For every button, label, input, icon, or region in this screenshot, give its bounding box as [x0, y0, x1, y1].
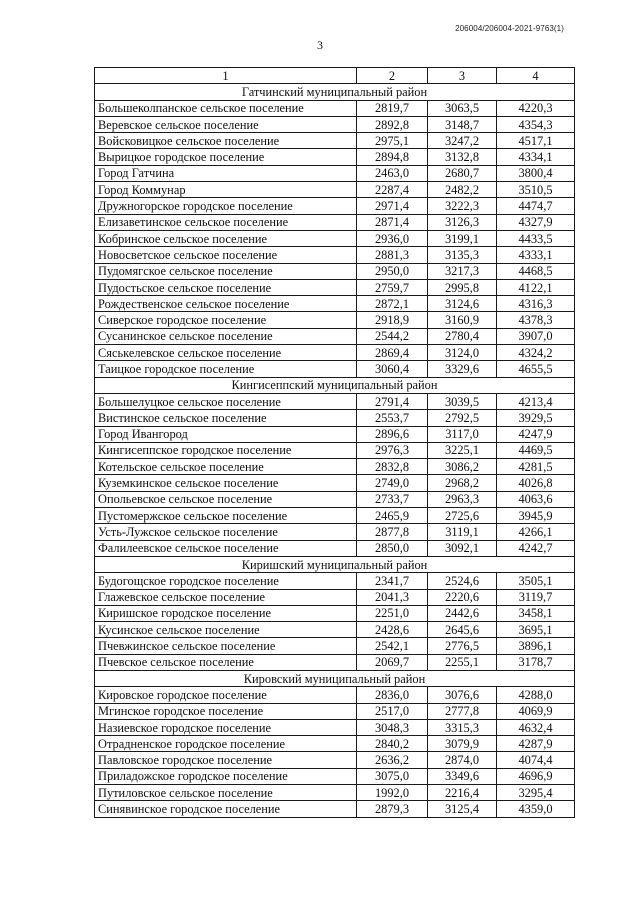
table-row	[95, 736, 575, 752]
value-col-3: 3349,6	[428, 768, 497, 784]
value-col-4: 3695,1	[497, 622, 575, 638]
value-col-2: 2041,3	[357, 589, 428, 605]
value-col-3: 2216,4	[428, 785, 497, 801]
settlement-name: Новосветское сельское поселение	[95, 247, 357, 263]
value-col-4: 4287,9	[497, 736, 575, 752]
table-row	[95, 491, 575, 507]
settlement-name: Веревское сельское поселение	[95, 116, 357, 132]
value-col-3: 2524,6	[428, 573, 497, 589]
value-col-2: 2894,8	[357, 149, 428, 165]
value-col-3: 3124,0	[428, 345, 497, 361]
settlement-name: Кусинское сельское поселение	[95, 622, 357, 638]
settlement-name: Кобринское сельское поселение	[95, 230, 357, 246]
value-col-2: 2832,8	[357, 459, 428, 475]
value-col-3: 3135,3	[428, 247, 497, 263]
value-col-3: 3225,1	[428, 442, 497, 458]
table-row	[95, 508, 575, 524]
value-col-3: 2792,5	[428, 410, 497, 426]
value-col-3: 3086,2	[428, 459, 497, 475]
value-col-2: 1992,0	[357, 785, 428, 801]
value-col-3: 2645,6	[428, 622, 497, 638]
settlement-name: Отрадненское городское поселение	[95, 736, 357, 752]
value-col-4: 4333,1	[497, 247, 575, 263]
value-col-4: 4026,8	[497, 475, 575, 491]
value-col-4: 4266,1	[497, 524, 575, 540]
settlement-name: Киришское городское поселение	[95, 605, 357, 621]
value-col-4: 3295,4	[497, 785, 575, 801]
value-col-3: 2220,6	[428, 589, 497, 605]
settlement-name: Сусанинское сельское поселение	[95, 328, 357, 344]
settlement-name: Пудостьское сельское поселение	[95, 279, 357, 295]
settlement-name: Город Гатчина	[95, 165, 357, 181]
value-col-2: 2819,7	[357, 100, 428, 116]
value-col-4: 3945,9	[497, 508, 575, 524]
table-row	[95, 605, 575, 621]
settlement-name: Опольевское сельское поселение	[95, 491, 357, 507]
settlement-name: Рождественское сельское поселение	[95, 296, 357, 312]
value-col-4: 3929,5	[497, 410, 575, 426]
district-row	[95, 556, 575, 572]
settlement-name: Котельское сельское поселение	[95, 459, 357, 475]
settlement-name: Мгинское городское поселение	[95, 703, 357, 719]
value-col-3: 3076,6	[428, 687, 497, 703]
value-col-2: 2341,7	[357, 573, 428, 589]
value-col-2: 2872,1	[357, 296, 428, 312]
value-col-4: 3907,0	[497, 328, 575, 344]
table-row	[95, 149, 575, 165]
district-title: Гатчинский муниципальный район	[95, 84, 575, 100]
value-col-4: 4327,9	[497, 214, 575, 230]
table-row	[95, 198, 575, 214]
page-number: 3	[317, 38, 323, 52]
value-col-4: 4334,1	[497, 149, 575, 165]
settlement-name: Приладожское городское поселение	[95, 768, 357, 784]
value-col-4: 4517,1	[497, 133, 575, 149]
value-col-2: 2975,1	[357, 133, 428, 149]
value-col-4: 4468,5	[497, 263, 575, 279]
table-row	[95, 475, 575, 491]
value-col-2: 2936,0	[357, 230, 428, 246]
settlement-name: Вистинское сельское поселение	[95, 410, 357, 426]
table-row	[95, 442, 575, 458]
table-row	[95, 116, 575, 132]
table-row	[95, 524, 575, 540]
value-col-2: 2971,4	[357, 198, 428, 214]
district-row	[95, 377, 575, 393]
value-col-4: 4324,2	[497, 345, 575, 361]
table-row	[95, 426, 575, 442]
value-col-4: 4378,3	[497, 312, 575, 328]
table-row	[95, 214, 575, 230]
value-col-2: 2636,2	[357, 752, 428, 768]
value-col-2: 2850,0	[357, 540, 428, 556]
value-col-4: 4069,9	[497, 703, 575, 719]
value-col-3: 3079,9	[428, 736, 497, 752]
table-row	[95, 410, 575, 426]
value-col-3: 3117,0	[428, 426, 497, 442]
value-col-2: 2069,7	[357, 654, 428, 670]
value-col-4: 3800,4	[497, 165, 575, 181]
table-row	[95, 165, 575, 181]
table-row	[95, 279, 575, 295]
value-col-3: 3329,6	[428, 361, 497, 377]
table-row	[95, 719, 575, 735]
table-row	[95, 540, 575, 556]
value-col-3: 3247,2	[428, 133, 497, 149]
value-col-4: 4696,9	[497, 768, 575, 784]
value-col-3: 3315,3	[428, 719, 497, 735]
value-col-2: 2251,0	[357, 605, 428, 621]
value-col-4: 4474,7	[497, 198, 575, 214]
value-col-4: 4288,0	[497, 687, 575, 703]
header-row	[95, 68, 575, 84]
value-col-2: 2976,3	[357, 442, 428, 458]
settlement-name: Пудомягское сельское поселение	[95, 263, 357, 279]
value-col-4: 4359,0	[497, 801, 575, 817]
settlement-name: Сяськелевское сельское поселение	[95, 345, 357, 361]
settlement-name: Войсковицкое сельское поселение	[95, 133, 357, 149]
value-col-3: 2255,1	[428, 654, 497, 670]
value-col-2: 2791,4	[357, 393, 428, 409]
value-col-4: 3505,1	[497, 573, 575, 589]
table-row	[95, 296, 575, 312]
value-col-2: 2892,8	[357, 116, 428, 132]
value-col-2: 3075,0	[357, 768, 428, 784]
value-col-3: 3125,4	[428, 801, 497, 817]
table-row	[95, 100, 575, 116]
value-col-3: 3160,9	[428, 312, 497, 328]
table-row	[95, 622, 575, 638]
value-col-4: 4632,4	[497, 719, 575, 735]
value-col-4: 3458,1	[497, 605, 575, 621]
value-col-2: 2553,7	[357, 410, 428, 426]
value-col-4: 4122,1	[497, 279, 575, 295]
value-col-2: 2881,3	[357, 247, 428, 263]
value-col-3: 3148,7	[428, 116, 497, 132]
value-col-3: 3092,1	[428, 540, 497, 556]
table-row	[95, 752, 575, 768]
settlement-name: Будогощское городское поселение	[95, 573, 357, 589]
value-col-2: 2918,9	[357, 312, 428, 328]
column-header-4: 4	[497, 68, 575, 84]
table-row	[95, 230, 575, 246]
value-col-2: 2465,9	[357, 508, 428, 524]
value-col-4: 3119,7	[497, 589, 575, 605]
value-col-4: 3896,1	[497, 638, 575, 654]
value-col-2: 2759,7	[357, 279, 428, 295]
value-col-2: 2871,4	[357, 214, 428, 230]
table-row	[95, 654, 575, 670]
settlement-name: Большелуцкое сельское поселение	[95, 393, 357, 409]
value-col-4: 3178,7	[497, 654, 575, 670]
value-col-3: 3126,3	[428, 214, 497, 230]
value-col-4: 4433,5	[497, 230, 575, 246]
value-col-3: 2780,4	[428, 328, 497, 344]
value-col-3: 2442,6	[428, 605, 497, 621]
value-col-2: 2287,4	[357, 182, 428, 198]
value-col-3: 3039,5	[428, 393, 497, 409]
district-title: Киришский муниципальный район	[95, 556, 575, 572]
value-col-2: 2463,0	[357, 165, 428, 181]
value-col-2: 2877,8	[357, 524, 428, 540]
table-row	[95, 687, 575, 703]
tariff-table	[94, 67, 575, 818]
table-row	[95, 328, 575, 344]
value-col-2: 3048,3	[357, 719, 428, 735]
settlement-name: Пчевское сельское поселение	[95, 654, 357, 670]
table-row	[95, 785, 575, 801]
settlement-name: Елизаветинское сельское поселение	[95, 214, 357, 230]
value-col-3: 2776,5	[428, 638, 497, 654]
settlement-name: Павловское городское поселение	[95, 752, 357, 768]
value-col-2: 3060,4	[357, 361, 428, 377]
value-col-2: 2836,0	[357, 687, 428, 703]
value-col-2: 2517,0	[357, 703, 428, 719]
district-title: Кировский муниципальный район	[95, 670, 575, 686]
value-col-4: 4316,3	[497, 296, 575, 312]
value-col-3: 3217,3	[428, 263, 497, 279]
value-col-4: 4213,4	[497, 393, 575, 409]
settlement-name: Вырицкое городское поселение	[95, 149, 357, 165]
table-row	[95, 182, 575, 198]
settlement-name: Назиевское городское поселение	[95, 719, 357, 735]
value-col-4: 4281,5	[497, 459, 575, 475]
value-col-4: 4063,6	[497, 491, 575, 507]
settlement-name: Кировское городское поселение	[95, 687, 357, 703]
table-row	[95, 345, 575, 361]
settlement-name: Фалилеевское сельское поселение	[95, 540, 357, 556]
table-row	[95, 801, 575, 817]
value-col-3: 3063,5	[428, 100, 497, 116]
table-row	[95, 263, 575, 279]
value-col-2: 2749,0	[357, 475, 428, 491]
value-col-2: 2879,3	[357, 801, 428, 817]
value-col-3: 2725,6	[428, 508, 497, 524]
settlement-name: Путиловское сельское поселение	[95, 785, 357, 801]
value-col-3: 2968,2	[428, 475, 497, 491]
value-col-3: 3119,1	[428, 524, 497, 540]
value-col-4: 4354,3	[497, 116, 575, 132]
settlement-name: Большеколпанское сельское поселение	[95, 100, 357, 116]
settlement-name: Город Коммунар	[95, 182, 357, 198]
settlement-name: Сиверское городское поселение	[95, 312, 357, 328]
column-header-1: 1	[95, 68, 357, 84]
value-col-2: 2733,7	[357, 491, 428, 507]
settlement-name: Усть-Лужское сельское поселение	[95, 524, 357, 540]
settlement-name: Дружногорское городское поселение	[95, 198, 357, 214]
settlement-name: Город Ивангород	[95, 426, 357, 442]
table-body	[95, 68, 575, 818]
value-col-3: 3222,3	[428, 198, 497, 214]
value-col-2: 2544,2	[357, 328, 428, 344]
value-col-4: 4655,5	[497, 361, 575, 377]
value-col-4: 4242,7	[497, 540, 575, 556]
value-col-2: 2542,1	[357, 638, 428, 654]
value-col-4: 4220,3	[497, 100, 575, 116]
value-col-2: 2869,4	[357, 345, 428, 361]
settlement-name: Пустомержское сельское поселение	[95, 508, 357, 524]
table-row	[95, 573, 575, 589]
value-col-3: 2482,2	[428, 182, 497, 198]
district-title: Кингисеппский муниципальный район	[95, 377, 575, 393]
value-col-4: 4247,9	[497, 426, 575, 442]
district-row	[95, 84, 575, 100]
column-header-3: 3	[428, 68, 497, 84]
table-row	[95, 393, 575, 409]
settlement-name: Куземкинское сельское поселение	[95, 475, 357, 491]
settlement-name: Кингисеппское городское поселение	[95, 442, 357, 458]
value-col-3: 2874,0	[428, 752, 497, 768]
settlement-name: Пчевжинское сельское поселение	[95, 638, 357, 654]
value-col-3: 3124,6	[428, 296, 497, 312]
column-header-2: 2	[357, 68, 428, 84]
district-row	[95, 670, 575, 686]
table-row	[95, 459, 575, 475]
document-id: 206004/206004-2021-9763(1)	[455, 24, 564, 33]
table-row	[95, 312, 575, 328]
table-row	[95, 638, 575, 654]
table-row	[95, 703, 575, 719]
value-col-3: 2680,7	[428, 165, 497, 181]
value-col-4: 3510,5	[497, 182, 575, 198]
value-col-2: 2840,2	[357, 736, 428, 752]
settlement-name: Глажевское сельское поселение	[95, 589, 357, 605]
table-row	[95, 247, 575, 263]
value-col-3: 3199,1	[428, 230, 497, 246]
table-row	[95, 361, 575, 377]
settlement-name: Таицкое городское поселение	[95, 361, 357, 377]
settlement-name: Синявинское городское поселение	[95, 801, 357, 817]
value-col-3: 2995,8	[428, 279, 497, 295]
table-row	[95, 133, 575, 149]
value-col-3: 3132,8	[428, 149, 497, 165]
value-col-2: 2896,6	[357, 426, 428, 442]
table-row	[95, 768, 575, 784]
value-col-4: 4074,4	[497, 752, 575, 768]
value-col-3: 2777,8	[428, 703, 497, 719]
value-col-2: 2428,6	[357, 622, 428, 638]
value-col-4: 4469,5	[497, 442, 575, 458]
table-row	[95, 589, 575, 605]
value-col-2: 2950,0	[357, 263, 428, 279]
value-col-3: 2963,3	[428, 491, 497, 507]
